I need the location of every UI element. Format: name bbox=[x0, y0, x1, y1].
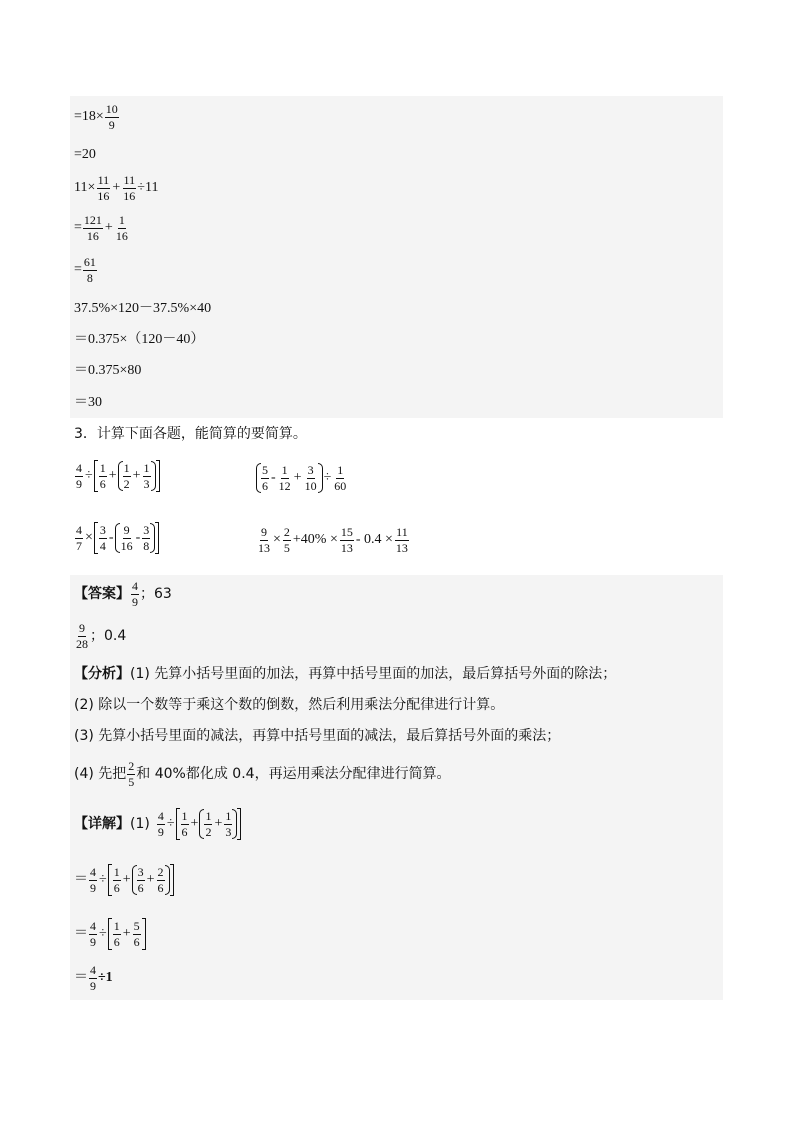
denominator: 5 bbox=[128, 774, 135, 789]
analysis-text: (4) 先把 bbox=[74, 766, 127, 783]
expr-text: = bbox=[74, 262, 82, 278]
title-text: 3．计算下面各题，能简算的要简算。 bbox=[74, 426, 307, 442]
prev-line-5 bbox=[74, 256, 98, 284]
fraction bbox=[142, 524, 150, 552]
operator: - bbox=[135, 530, 141, 546]
operator: ÷ bbox=[99, 872, 107, 888]
denominator: 13 bbox=[340, 540, 353, 555]
denominator: 16 bbox=[120, 538, 133, 553]
fraction bbox=[99, 462, 107, 490]
numerator: 11 bbox=[97, 173, 110, 187]
operator: - 0.4 × bbox=[355, 532, 393, 548]
fraction bbox=[127, 760, 135, 788]
denominator: 4 bbox=[99, 538, 106, 553]
denominator: 9 bbox=[90, 978, 96, 993]
denominator: 3 bbox=[225, 824, 232, 839]
numerator: 11 bbox=[396, 525, 408, 539]
answer-line-2 bbox=[74, 622, 126, 650]
equals: ＝ bbox=[74, 872, 88, 888]
numerator: 4 bbox=[132, 579, 138, 593]
answer-sep: ；0.4 bbox=[90, 628, 127, 645]
fraction bbox=[99, 524, 107, 552]
denominator: 3 bbox=[143, 476, 150, 491]
numerator: 2 bbox=[157, 865, 164, 879]
fraction bbox=[75, 524, 83, 552]
fraction bbox=[115, 214, 129, 242]
denominator: 9 bbox=[76, 476, 82, 491]
denominator: 9 bbox=[90, 880, 96, 895]
expr-text: ＝0.375×（120－40） bbox=[74, 332, 205, 347]
prev-line-2 bbox=[74, 148, 96, 162]
numerator: 1 bbox=[113, 865, 120, 879]
numerator: 1 bbox=[113, 919, 120, 933]
fraction bbox=[304, 464, 318, 492]
expr-text: 11× bbox=[74, 180, 96, 196]
denominator: 6 bbox=[133, 934, 140, 949]
denominator: 6 bbox=[99, 476, 106, 491]
operator: + bbox=[214, 816, 223, 832]
operator: × bbox=[273, 532, 281, 548]
numerator: 11 bbox=[123, 173, 136, 187]
round-bracket bbox=[132, 866, 170, 894]
analysis-text: (2) 除以一个数等于乘这个数的倒数，然后利用乘法分配律进行计算。 bbox=[74, 697, 505, 713]
operator: ÷ bbox=[85, 468, 93, 484]
prev-line-7 bbox=[74, 333, 204, 347]
operator: + bbox=[132, 468, 141, 484]
numerator: 5 bbox=[133, 919, 140, 933]
operator: +40% × bbox=[292, 532, 338, 548]
denominator: 16 bbox=[86, 228, 99, 243]
expr-text: = bbox=[74, 220, 82, 236]
numerator: 1 bbox=[123, 461, 130, 475]
numerator: 121 bbox=[83, 213, 102, 227]
square-bracket bbox=[94, 524, 159, 552]
expr-text: =18× bbox=[74, 109, 104, 125]
numerator: 3 bbox=[143, 523, 150, 537]
equals: ＝ bbox=[74, 970, 88, 986]
operator: + bbox=[108, 468, 117, 484]
denominator: 12 bbox=[278, 478, 291, 493]
detail-num: (1) bbox=[130, 816, 150, 833]
square-bracket bbox=[108, 866, 174, 894]
denominator: 16 bbox=[115, 228, 128, 243]
prev-line-3 bbox=[74, 174, 158, 202]
numerator: 15 bbox=[340, 525, 353, 539]
analysis-text: (3) 先算小括号里面的减法，再算中括号里面的减法，最后算括号外面的乘法； bbox=[74, 728, 561, 744]
detail-line-0 bbox=[74, 810, 241, 838]
fraction bbox=[113, 866, 121, 894]
denominator: 9 bbox=[108, 117, 115, 132]
expr-text: ÷1 bbox=[98, 970, 113, 986]
prev-line-1 bbox=[74, 103, 120, 131]
numerator: 3 bbox=[99, 523, 106, 537]
operator: ÷ bbox=[323, 470, 332, 486]
operator: + bbox=[112, 180, 121, 196]
q3-expr-1 bbox=[74, 462, 160, 490]
operator: ÷ bbox=[99, 926, 107, 942]
expr-text: ÷11 bbox=[137, 180, 159, 196]
denominator: 2 bbox=[123, 476, 130, 491]
detail-line-3 bbox=[74, 964, 113, 992]
denominator: 9 bbox=[132, 594, 138, 609]
denominator: 8 bbox=[86, 270, 93, 285]
numerator: 1 bbox=[205, 809, 212, 823]
denominator: 6 bbox=[262, 478, 268, 493]
fraction bbox=[395, 526, 409, 554]
numerator: 10 bbox=[105, 102, 118, 116]
numerator: 1 bbox=[337, 463, 344, 477]
operator: - bbox=[108, 530, 114, 546]
denominator: 2 bbox=[205, 824, 212, 839]
denominator: 5 bbox=[283, 540, 290, 555]
denominator: 16 bbox=[97, 188, 110, 203]
numerator: 61 bbox=[83, 255, 96, 269]
numerator: 1 bbox=[143, 461, 150, 475]
fraction bbox=[261, 464, 269, 492]
numerator: 3 bbox=[137, 865, 144, 879]
prev-line-9 bbox=[74, 396, 102, 410]
operator: × bbox=[85, 530, 93, 546]
numerator: 5 bbox=[262, 463, 268, 477]
fraction bbox=[83, 256, 97, 284]
fraction bbox=[283, 526, 291, 554]
fraction bbox=[75, 622, 89, 650]
numerator: 4 bbox=[157, 809, 164, 823]
analysis-line-1 bbox=[74, 667, 616, 681]
fraction bbox=[224, 810, 232, 838]
fraction bbox=[278, 464, 292, 492]
operator: - bbox=[271, 470, 276, 486]
denominator: 9 bbox=[157, 824, 164, 839]
numerator: 4 bbox=[90, 963, 96, 977]
fraction bbox=[83, 214, 103, 242]
square-bracket bbox=[94, 462, 160, 490]
analysis-text: (1) 先算小括号里面的加法，再算中括号里面的加法，最后算括号外面的除法； bbox=[130, 666, 617, 682]
denominator: 13 bbox=[395, 540, 408, 555]
numerator: 9 bbox=[261, 525, 267, 539]
fraction bbox=[157, 866, 165, 894]
analysis-label: 【分析】 bbox=[74, 666, 130, 682]
numerator: 3 bbox=[307, 463, 314, 477]
denominator: 6 bbox=[113, 880, 120, 895]
fraction bbox=[89, 920, 97, 948]
fraction bbox=[181, 810, 189, 838]
numerator: 1 bbox=[181, 809, 188, 823]
expr-text: 37.5%×120－37.5%×40 bbox=[74, 301, 212, 316]
denominator: 7 bbox=[76, 538, 82, 553]
fraction bbox=[257, 526, 271, 554]
numerator: 2 bbox=[283, 525, 290, 539]
fraction bbox=[137, 866, 145, 894]
numerator: 1 bbox=[99, 461, 106, 475]
round-bracket bbox=[118, 462, 156, 490]
fraction bbox=[75, 462, 83, 490]
fraction bbox=[96, 174, 110, 202]
expr-text: ＝0.375×80 bbox=[74, 363, 142, 378]
q3-expr-3 bbox=[74, 524, 159, 552]
operator: + bbox=[293, 470, 302, 486]
round-bracket bbox=[115, 524, 156, 552]
answer-line-1 bbox=[74, 580, 172, 608]
denominator: 6 bbox=[113, 934, 120, 949]
detail-line-1 bbox=[74, 866, 174, 894]
numerator: 2 bbox=[128, 759, 135, 773]
denominator: 13 bbox=[258, 540, 270, 555]
equals: ＝ bbox=[74, 926, 88, 942]
fraction bbox=[89, 964, 97, 992]
operator: ÷ bbox=[166, 816, 175, 832]
analysis-line-3 bbox=[74, 729, 560, 743]
denominator: 60 bbox=[334, 478, 347, 493]
operator: + bbox=[190, 816, 199, 832]
fraction bbox=[122, 174, 136, 202]
numerator: 4 bbox=[90, 865, 96, 879]
prev-line-6 bbox=[74, 302, 211, 316]
square-bracket bbox=[108, 920, 146, 948]
expr-text: ＝30 bbox=[74, 395, 102, 410]
denominator: 28 bbox=[76, 636, 88, 651]
q3-expr-4 bbox=[256, 526, 410, 554]
q3-expr-2 bbox=[256, 464, 348, 492]
operator: + bbox=[122, 926, 131, 942]
numerator: 1 bbox=[118, 213, 125, 227]
operator: + bbox=[146, 872, 155, 888]
detail-label: 【详解】 bbox=[74, 816, 130, 833]
answer-label: 【答案】 bbox=[74, 586, 130, 603]
denominator: 9 bbox=[90, 934, 96, 949]
analysis-text: 和 40%都化成 0.4，再运用乘法分配律进行简算。 bbox=[136, 766, 451, 783]
numerator: 4 bbox=[76, 461, 82, 475]
answer-sep: ；63 bbox=[140, 586, 172, 603]
numerator: 4 bbox=[76, 523, 82, 537]
analysis-line-4 bbox=[74, 760, 451, 788]
prev-line-4 bbox=[74, 214, 130, 242]
fraction bbox=[113, 920, 121, 948]
fraction bbox=[333, 464, 347, 492]
detail-line-2 bbox=[74, 920, 146, 948]
denominator: 6 bbox=[181, 824, 188, 839]
denominator: 8 bbox=[143, 538, 150, 553]
fraction bbox=[340, 526, 354, 554]
prev-line-8 bbox=[74, 364, 141, 378]
fraction bbox=[131, 580, 139, 608]
denominator: 10 bbox=[304, 478, 317, 493]
fraction bbox=[133, 920, 141, 948]
fraction bbox=[123, 462, 131, 490]
numerator: 9 bbox=[123, 523, 130, 537]
round-bracket bbox=[199, 810, 237, 838]
fraction bbox=[105, 103, 119, 131]
numerator: 4 bbox=[90, 919, 96, 933]
prev-solution-band bbox=[70, 96, 723, 418]
square-bracket bbox=[176, 810, 242, 838]
fraction bbox=[157, 810, 165, 838]
fraction bbox=[120, 524, 134, 552]
fraction bbox=[89, 866, 97, 894]
denominator: 6 bbox=[137, 880, 144, 895]
numerator: 9 bbox=[79, 621, 85, 635]
denominator: 6 bbox=[157, 880, 164, 895]
numerator: 1 bbox=[281, 463, 288, 477]
numerator: 1 bbox=[225, 809, 232, 823]
analysis-line-2 bbox=[74, 698, 504, 712]
expr-text: =20 bbox=[74, 147, 96, 162]
fraction bbox=[143, 462, 151, 490]
operator: + bbox=[122, 872, 131, 888]
round-bracket bbox=[256, 464, 323, 492]
denominator: 16 bbox=[123, 188, 136, 203]
operator: + bbox=[104, 220, 113, 236]
question-3-title bbox=[74, 427, 307, 441]
fraction bbox=[204, 810, 212, 838]
